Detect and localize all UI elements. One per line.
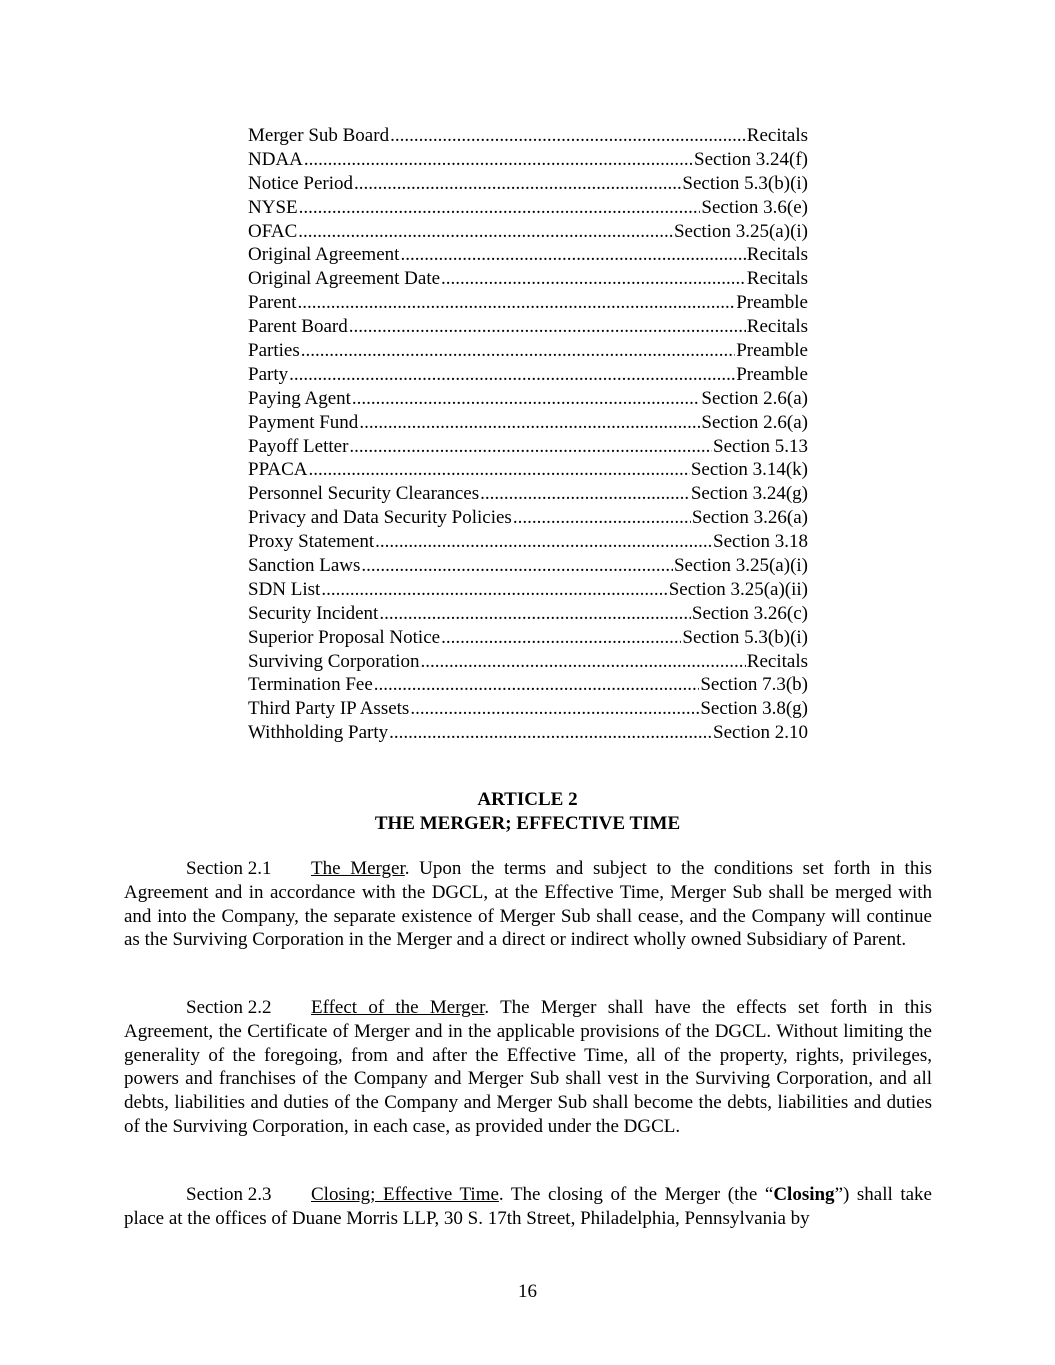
index-term: Personnel Security Clearances (248, 483, 480, 505)
article-number: ARTICLE 2 (477, 789, 578, 810)
index-entry (248, 363, 808, 387)
index-term: Parent Board (248, 316, 348, 338)
index-term: Paying Agent (248, 387, 351, 409)
defined-terms-index (248, 124, 808, 745)
section-number: Section 2.1 (186, 858, 272, 879)
index-term: Payment Fund (248, 411, 359, 433)
index-term: Parties (248, 340, 300, 362)
index-reference: Section 3.8(g) (700, 698, 808, 720)
dot-leader (390, 124, 746, 148)
index-reference: Preamble (736, 363, 808, 385)
section-2-3-paragraph (124, 1183, 932, 1231)
index-reference: Preamble (736, 340, 808, 362)
dot-leader (359, 411, 700, 435)
index-entry (248, 697, 808, 721)
dot-leader (410, 697, 699, 721)
index-term: Withholding Party (248, 722, 389, 744)
index-entry (248, 650, 808, 674)
dot-leader (299, 196, 701, 220)
index-entry (248, 315, 808, 339)
index-entry (248, 602, 808, 626)
index-term: Parent (248, 292, 297, 314)
index-entry (248, 172, 808, 196)
index-entry (248, 458, 808, 482)
index-entry (248, 673, 808, 697)
dot-leader (375, 530, 712, 554)
index-reference: Section 5.3(b)(i) (682, 626, 808, 648)
dot-leader (513, 506, 691, 530)
index-term: Sanction Laws (248, 555, 361, 577)
index-entry (248, 339, 808, 363)
page-number: 16 (518, 1281, 537, 1302)
index-entry (248, 411, 808, 435)
dot-leader (304, 148, 693, 172)
index-term: Superior Proposal Notice (248, 626, 441, 648)
index-term: Surviving Corporation (248, 650, 420, 672)
dot-leader (301, 339, 736, 363)
index-reference: Recitals (746, 650, 808, 672)
index-entry (248, 626, 808, 650)
index-term: NYSE (248, 196, 298, 218)
index-term: OFAC (248, 220, 298, 242)
dot-leader (298, 220, 673, 244)
index-entry (248, 220, 808, 244)
index-entry (248, 243, 808, 267)
index-entry (248, 506, 808, 530)
dot-leader (361, 554, 673, 578)
section-number: Section 2.3 (186, 1184, 272, 1205)
index-term: Privacy and Data Security Policies (248, 507, 512, 529)
dot-leader (289, 363, 735, 387)
index-entry (248, 148, 808, 172)
index-reference: Section 2.6(a) (701, 387, 808, 409)
index-entry (248, 721, 808, 745)
dot-leader (321, 578, 667, 602)
index-reference: Section 3.14(k) (690, 459, 808, 481)
section-text: . The closing of the Merger (the “ (498, 1184, 774, 1205)
dot-leader (349, 315, 746, 339)
section-text: ”) shall take place at the offices of Duane Morris LLP, 30 S. 17th Street, Philadelphia, Pennsylvania by (124, 1184, 932, 1229)
index-entry (248, 435, 808, 459)
index-reference: Recitals (746, 125, 808, 146)
index-reference: Recitals (746, 268, 808, 290)
index-entry (248, 578, 808, 602)
defined-term: Closing (773, 1184, 835, 1205)
index-reference: Section 3.25(a)(i) (673, 220, 808, 242)
index-term: Security Incident (248, 602, 379, 624)
index-term: Payoff Letter (248, 435, 349, 457)
dot-leader (349, 435, 712, 459)
section-title: The Merger (311, 858, 405, 879)
index-entry (248, 387, 808, 411)
dot-leader (309, 458, 690, 482)
index-entry (248, 267, 808, 291)
index-reference: Preamble (736, 292, 808, 314)
dot-leader (352, 387, 701, 411)
dot-leader (441, 267, 746, 291)
index-reference: Section 3.26(a) (691, 507, 808, 529)
dot-leader (298, 291, 736, 315)
index-reference: Section 5.3(b)(i) (682, 172, 808, 194)
dot-leader (480, 482, 690, 506)
section-number: Section 2.2 (186, 997, 272, 1018)
index-term: Third Party IP Assets (248, 698, 410, 720)
index-term: Merger Sub Board (248, 125, 390, 146)
dot-leader (354, 172, 681, 196)
index-term: Original Agreement (248, 244, 400, 266)
index-term: Party (248, 363, 289, 385)
section-2-1-paragraph (124, 857, 932, 952)
index-term: PPACA (248, 459, 308, 481)
index-term: Original Agreement Date (248, 268, 441, 290)
index-reference: Section 2.6(a) (701, 411, 808, 433)
index-term: Notice Period (248, 172, 354, 194)
section-text: . The Merger shall have the effects set forth in this Agreement, the Certificate of Merger and in the applicable provisions of the DGCL. Without limiting the generality of the foregoing, from and after the Effective Time, all of the property, rights, privileges, powers and franchises of the Company and Merger Sub shall vest in the Surviving Corporation, and all debts, liabilities and duties of the Company and Merger Sub shall become the debts, liabilities and duties of the Surviving Corporation, in each case, as provided under the DGCL. (124, 997, 932, 1137)
index-reference: Section 3.6(e) (701, 196, 808, 218)
index-reference: Section 3.24(f) (694, 148, 808, 170)
index-entry (248, 530, 808, 554)
index-reference: Section 3.18 (713, 531, 808, 553)
section-2-2-paragraph (124, 996, 932, 1139)
index-reference: Section 2.10 (713, 722, 808, 744)
index-entry (248, 196, 808, 220)
index-reference: Section 5.13 (713, 435, 808, 457)
index-term: NDAA (248, 148, 303, 170)
index-entry (248, 482, 808, 506)
index-term: Termination Fee (248, 674, 373, 696)
index-term: SDN List (248, 578, 321, 600)
index-reference: Section 3.24(g) (690, 483, 808, 505)
index-reference: Section 3.26(c) (691, 602, 808, 624)
dot-leader (441, 626, 681, 650)
article-title: THE MERGER; EFFECTIVE TIME (374, 813, 681, 834)
index-term: Proxy Statement (248, 531, 375, 553)
dot-leader (400, 243, 745, 267)
section-title: Effect of the Merger (311, 997, 485, 1018)
index-reference: Recitals (746, 316, 808, 338)
index-reference: Section 7.3(b) (700, 674, 808, 696)
dot-leader (389, 721, 712, 745)
index-entry (248, 124, 808, 148)
dot-leader (374, 673, 700, 697)
section-text: . Upon the terms and subject to the conditions set forth in this Agreement and in accordance with the DGCL, at the Effective Time, Merger Sub shall be merged with and into the Company, the separate existence of Merger Sub shall cease, and the Company will continue as the Surviving Corporation in the Merger and a direct or indirect wholly owned Subsidiary of Parent. (124, 858, 932, 951)
index-reference: Recitals (746, 244, 808, 266)
index-entry (248, 291, 808, 315)
index-reference: Section 3.25(a)(i) (673, 555, 808, 577)
dot-leader (421, 650, 746, 674)
section-title: Closing; Effective Time (311, 1184, 499, 1205)
index-reference: Section 3.25(a)(ii) (668, 578, 808, 600)
dot-leader (379, 602, 691, 626)
index-entry (248, 554, 808, 578)
